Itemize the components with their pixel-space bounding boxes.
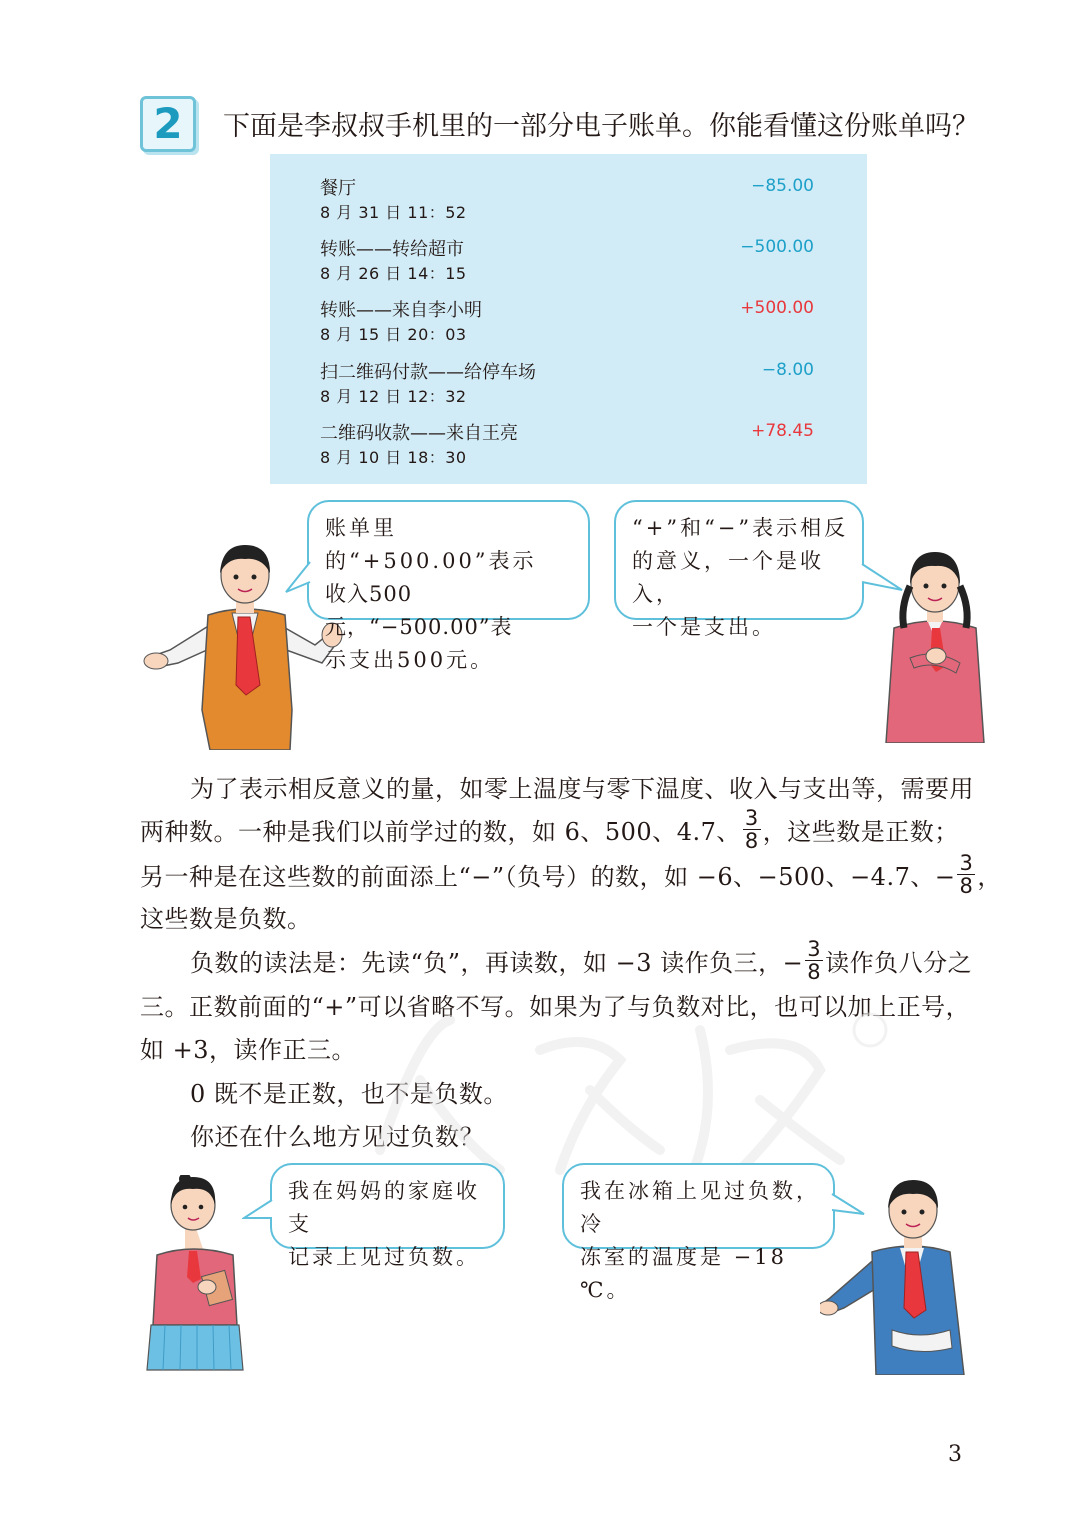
bill-item	[320, 419, 814, 475]
bill-item	[320, 235, 814, 291]
paragraph-line: 如 +3，读作正三。	[140, 1036, 357, 1064]
paragraph-line: 你还在什么地方见过负数？	[190, 1123, 484, 1151]
paragraph-text: ，	[977, 863, 1002, 891]
fraction-three-eighths	[805, 939, 823, 982]
bill-item-amount: +78.45	[751, 421, 814, 441]
bill-item-title: 餐厅	[320, 178, 356, 199]
girl-pink-sweater-illustration	[880, 548, 990, 743]
bubble-line: 收入500元，“−500.00”表	[325, 582, 513, 639]
paragraph-line	[140, 851, 1002, 899]
bubble-line: 冻室的温度是 −18 ℃。	[580, 1245, 787, 1302]
e-bill-panel	[270, 154, 867, 484]
paragraph-line	[190, 937, 973, 985]
bubble-line: 示支出500元。	[325, 648, 495, 672]
bill-item-amount: +500.00	[740, 298, 814, 318]
bill-item-title: 转账——来自李小明	[320, 300, 482, 321]
publisher-watermark-icon	[360, 990, 900, 1190]
bill-item-amount: −500.00	[740, 237, 814, 257]
bill-item-date: 8 月 12 日 12：32	[320, 387, 467, 406]
bill-item	[320, 358, 814, 414]
speech-bubble-boy-income	[307, 500, 590, 672]
paragraph-text: 另一种是在这些数的前面添上“−”（负号）的数，如 −6、−500、−4.7、−	[140, 863, 956, 891]
boy-blue-jacket-illustration	[820, 1180, 970, 1375]
paragraph-line: 为了表示相反意义的量，如零上温度与零下温度、收入与支出等，需要用	[190, 775, 974, 803]
paragraph-text: 两种数。一种是我们以前学过的数，如 6、500、4.7、	[140, 818, 741, 846]
paragraph-text: 负数的读法是：先读“负”，再读数，如 −3 读作负三，−	[190, 949, 804, 977]
example-question: 下面是李叔叔手机里的一部分电子账单。你能看懂这份账单吗？	[223, 111, 979, 142]
bill-item-date: 8 月 31 日 11：52	[320, 203, 467, 222]
bubble-line: 记录上见过负数。	[288, 1245, 480, 1269]
bubble-tail	[284, 560, 312, 594]
bill-item	[320, 296, 814, 352]
bubble-line: 的意义，一个是收入，	[632, 549, 824, 606]
bill-item-date: 8 月 15 日 20：03	[320, 325, 467, 344]
fraction-denominator: 8	[744, 829, 759, 853]
fraction-denominator: 8	[807, 960, 822, 984]
bill-item-date: 8 月 26 日 14：15	[320, 264, 467, 283]
fraction-numerator: 3	[744, 806, 759, 830]
fraction-numerator: 3	[959, 851, 974, 875]
girl-notebook-illustration	[145, 1175, 245, 1375]
bill-item-date: 8 月 10 日 18：30	[320, 448, 467, 467]
paragraph-text: 读作负八分之	[825, 949, 973, 977]
bill-item-amount: −85.00	[751, 176, 814, 196]
paragraph-line: 0 既不是正数，也不是负数。	[190, 1080, 508, 1108]
bill-item-title: 二维码收款——来自王亮	[320, 423, 518, 444]
example-number-badge	[140, 96, 196, 152]
paragraph-line: 三。正数前面的“+”可以省略不写。如果为了与负数对比，也可以加上正号，	[140, 993, 971, 1021]
fraction-denominator: 8	[959, 874, 974, 898]
speech-bubble-boy-freezer	[562, 1163, 835, 1302]
bubble-line: 一个是支出。	[632, 615, 776, 639]
paragraph-line	[140, 806, 959, 854]
fraction-three-eighths	[957, 853, 975, 896]
bubble-line: 我在妈妈的家庭收支	[288, 1179, 480, 1236]
page-number: 3	[948, 1442, 962, 1467]
bubble-line: “+”和“−”表示相反	[632, 516, 849, 540]
bubble-tail	[242, 1198, 274, 1224]
bubble-line: 我在冰箱上见过负数，冷	[580, 1179, 820, 1236]
bill-item	[320, 174, 814, 230]
bill-item-title: 扫二维码付款——给停车场	[320, 362, 536, 383]
paragraph-text: ，这些数是正数；	[762, 818, 959, 846]
example-number: 2	[153, 99, 183, 148]
fraction-numerator: 3	[807, 937, 822, 961]
bill-item-title: 转账——转给超市	[320, 239, 464, 260]
fraction-three-eighths	[743, 808, 761, 851]
bill-item-amount: −8.00	[761, 360, 814, 380]
speech-bubble-girl-opposite	[614, 500, 864, 639]
bubble-line: 账单里的“+500.00”表示	[325, 516, 537, 573]
paragraph-line: 这些数是负数。	[140, 905, 312, 933]
speech-bubble-girl-family-budget	[270, 1163, 505, 1269]
